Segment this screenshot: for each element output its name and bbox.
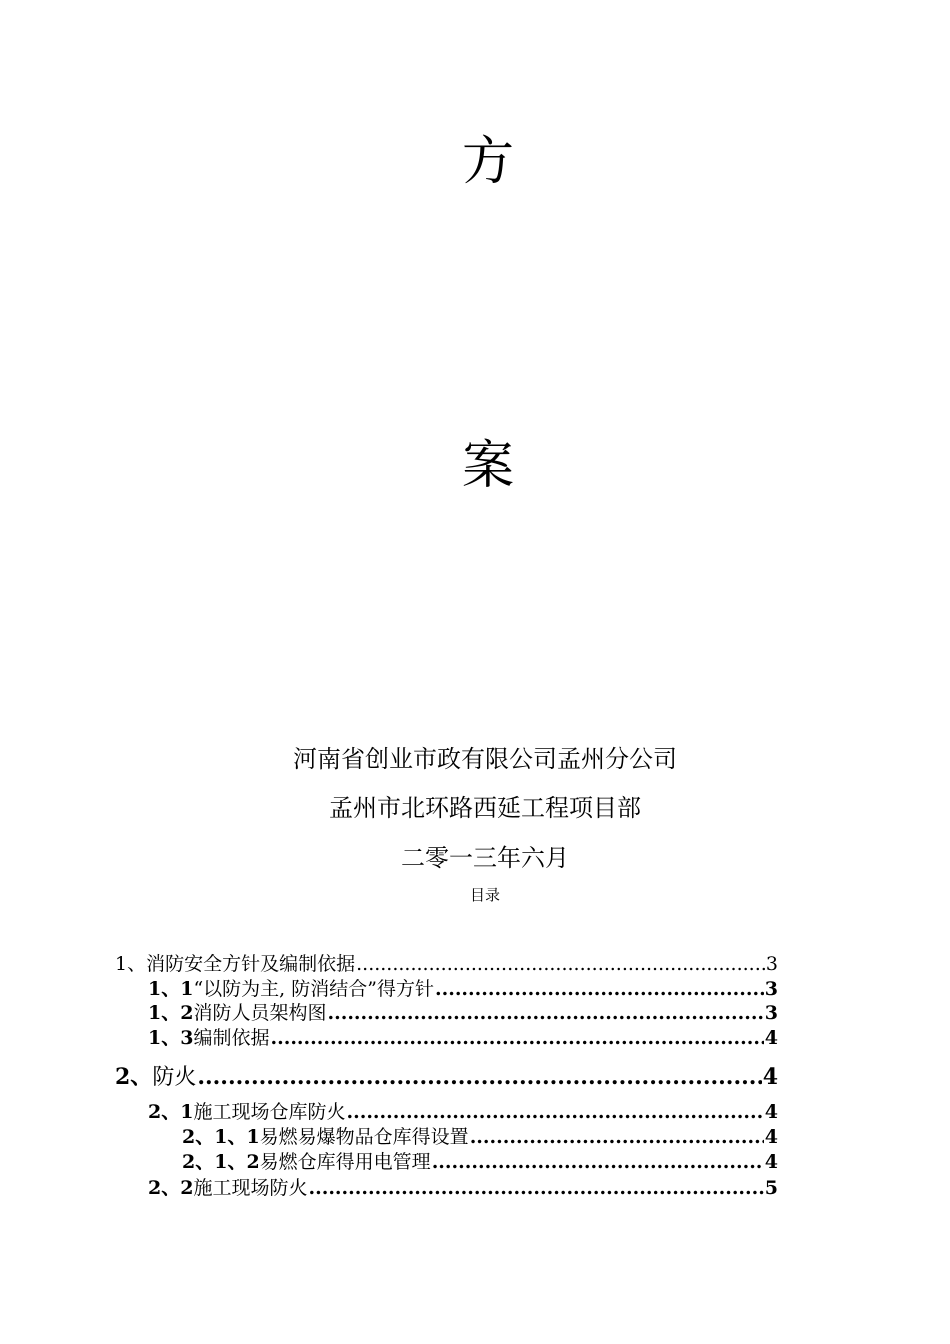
toc-entry-page: 4 [762,1064,778,1090]
toc-entry-text: 施工现场仓库防火 [193,1101,346,1123]
toc-leader-dots [435,977,764,1001]
toc-title: 目录 [469,886,500,904]
toc-leader-dots [470,1125,764,1149]
toc-entry-number: 2、1 [148,1101,194,1123]
toc-entry-page: 3 [764,978,778,1000]
toc-entry-number: 1、2 [148,1002,194,1024]
toc-entry[interactable] [115,952,778,976]
toc-entry[interactable] [182,1125,778,1149]
toc-leader-dots [327,1001,763,1025]
toc-entry[interactable] [148,1100,778,1124]
toc-entry-page: 3 [765,953,778,975]
toc-entry-number: 1、 [115,953,147,975]
toc-leader-dots [346,1100,763,1124]
toc-entry-text: “以防为主, 防消结合”得方针 [193,978,434,1000]
toc-entry-text: 施工现场防火 [193,1177,308,1199]
toc-leader-dots [270,1026,763,1050]
toc-leader-dots [356,952,765,976]
toc-entry-text: 消防人员架构图 [193,1002,327,1024]
toc-entry-page: 5 [764,1177,778,1199]
toc-entry-page: 3 [764,1002,778,1024]
toc-entry-number: 2、1、2 [182,1151,260,1173]
toc-entry[interactable] [148,977,778,1001]
toc-entry[interactable] [148,1026,778,1050]
toc-entry[interactable] [115,1063,778,1092]
toc-entry-page: 4 [764,1126,778,1148]
toc-entry-text: 易燃仓库得用电管理 [259,1151,431,1173]
toc-entry[interactable] [148,1176,778,1200]
toc-entry-number: 2、1、1 [182,1126,260,1148]
toc-entry[interactable] [148,1001,778,1025]
toc-entry-number: 1、3 [148,1027,194,1049]
toc-entry-page: 4 [764,1101,778,1123]
toc-entry-text: 防火 [152,1065,197,1090]
toc-entry-text: 编制依据 [193,1027,270,1049]
toc-leader-dots [432,1150,764,1174]
toc-entry[interactable] [182,1150,778,1174]
toc-entry-text: 易燃易爆物品仓库得设置 [259,1126,469,1148]
toc-entry-number: 1、1 [148,978,194,1000]
cover-title-char-1: 方 [461,132,514,192]
toc-leader-dots [308,1176,763,1200]
toc-entry-number: 2、 [115,1064,153,1090]
document-date: 二零一三年六月 [401,844,569,872]
toc-entry-page: 4 [764,1151,778,1173]
toc-leader-dots [197,1063,761,1091]
cover-title-char-2: 案 [461,436,514,496]
toc-entry-number: 2、2 [148,1177,194,1199]
toc-entry-text: 消防安全方针及编制依据 [146,953,356,975]
project-department: 孟州市北环路西延工程项目部 [329,794,641,822]
company-name: 河南省创业市政有限公司孟州分公司 [293,745,677,773]
toc-entry-page: 4 [764,1027,778,1049]
